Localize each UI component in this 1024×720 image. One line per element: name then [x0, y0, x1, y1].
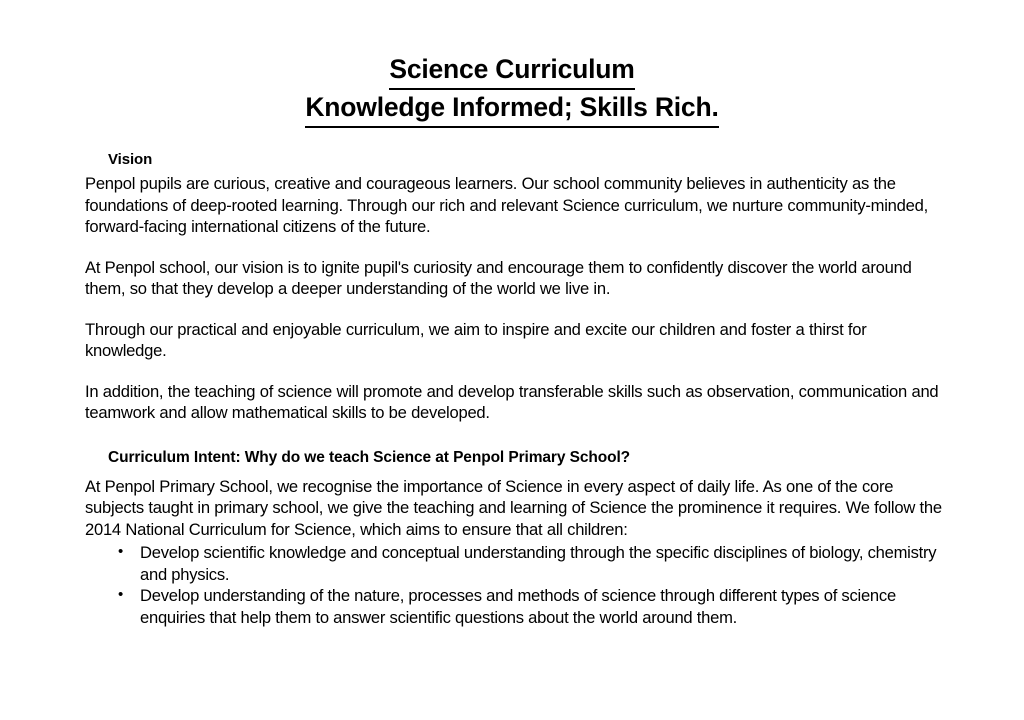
- page-title-line-1: [0, 52, 1024, 90]
- list-item: • Develop scientific knowledge and conceptual understanding through the specific disciplines of biology, chemistry and physics.: [140, 542, 950, 585]
- page-title-line-1-text: Science Curriculum: [389, 52, 634, 90]
- vision-paragraph-3: Through our practical and enjoyable curriculum, we aim to inspire and excite our children and foster a thirst for knowledge.: [85, 319, 867, 360]
- curriculum-intent-paragraph-1: At Penpol Primary School, we recognise the importance of Science in every aspect of daily life. As one of the core subjects taught in primary school, we give the teaching and learning of Science the prominence it requires. We follow the 2014 National Curriculum for Science, which aims to ensure that all children:: [85, 476, 942, 539]
- vision-paragraph-1: Penpol pupils are curious, creative and courageous learners. Our school community believes in authenticity as the foundations of deep-rooted learning. Through our rich and relevant Science curriculum, we nurture community-minded, forward-facing international citizens of the future.: [85, 174, 928, 236]
- curriculum-aims-list: [85, 542, 950, 628]
- vision-paragraph-2: At Penpol school, our vision is to ignite pupil's curiosity and encourage them to confidently discover the world around them, so that they develop a deeper understanding of the world we live in.: [85, 257, 912, 298]
- curriculum-intent-heading: Curriculum Intent: Why do we teach Science at Penpol Primary School?: [108, 448, 631, 466]
- page-title: [0, 0, 1024, 128]
- page-title-line-2: [0, 90, 1024, 128]
- vision-heading: Vision: [108, 151, 153, 168]
- list-item: • Develop understanding of the nature, processes and methods of science through different types of science enquiries that help them to answer scientific questions about the world around them.: [140, 585, 950, 628]
- vision-paragraph-4: In addition, the teaching of science will promote and develop transferable skills such as observation, communication and teamwork and allow mathematical skills to be developed.: [85, 381, 939, 422]
- document-body: [0, 150, 1024, 628]
- page-title-line-2-text: Knowledge Informed; Skills Rich.: [305, 90, 718, 128]
